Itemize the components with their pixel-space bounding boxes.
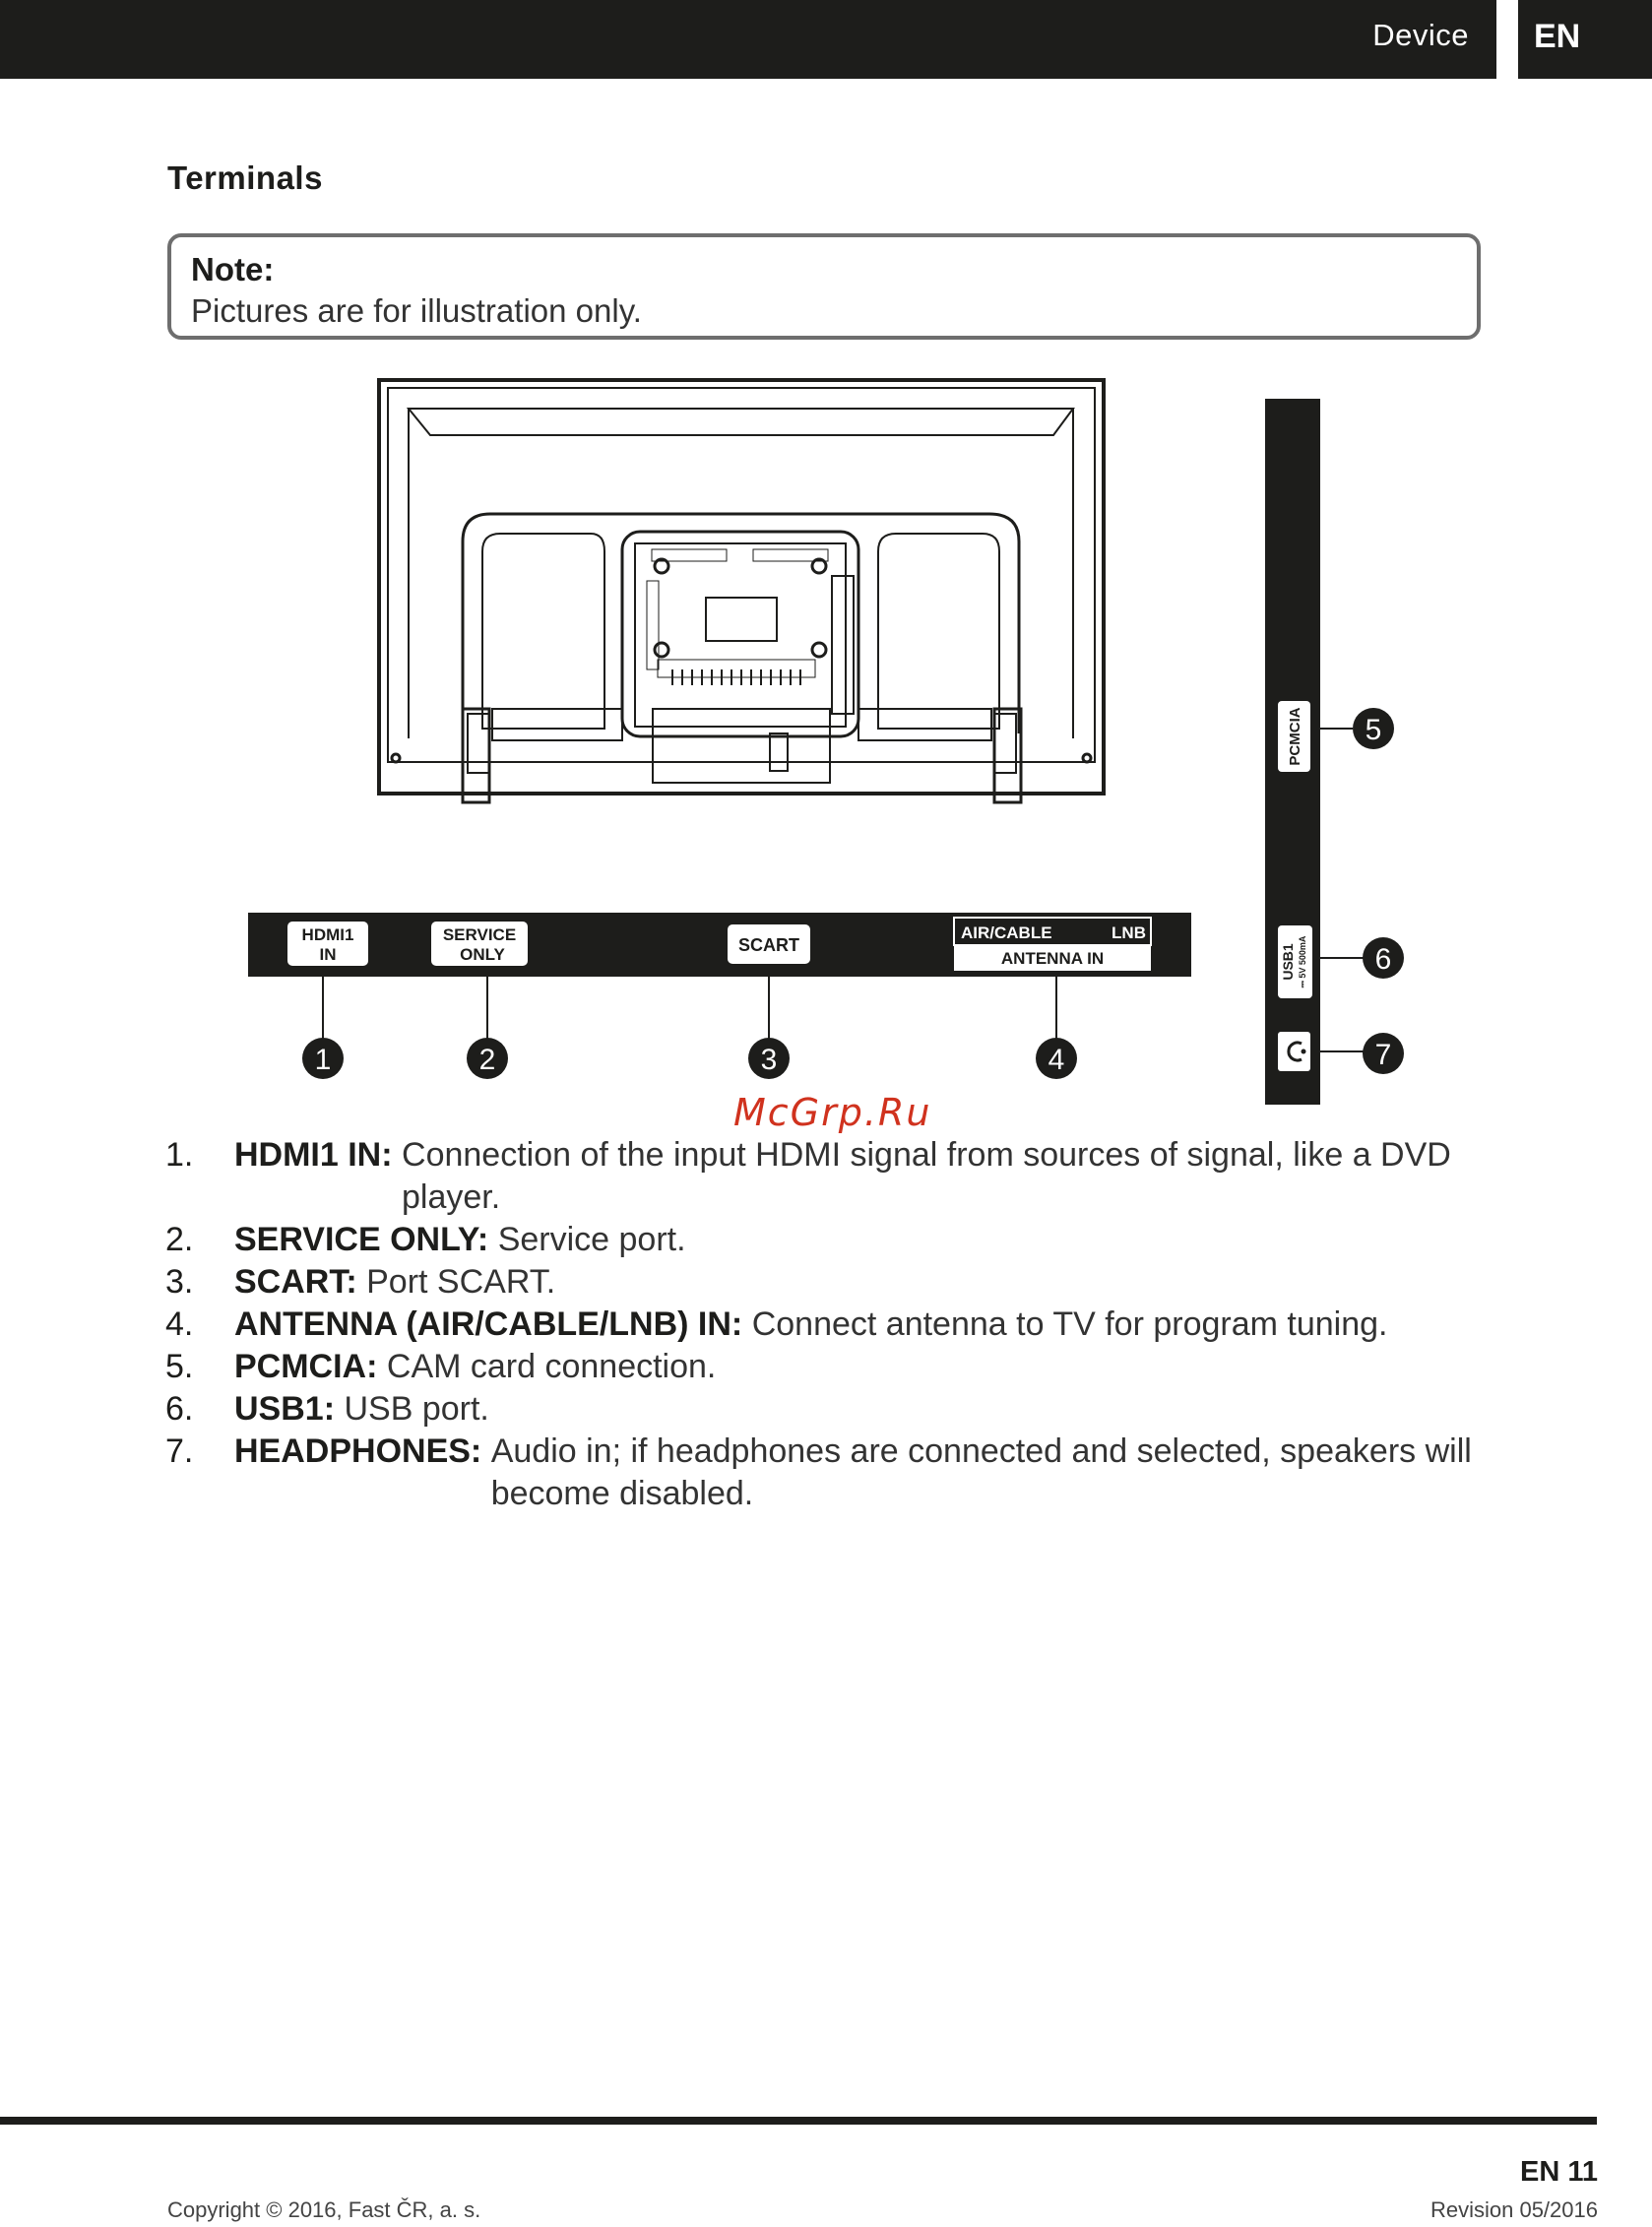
note-box (167, 233, 1481, 340)
svg-text:5: 5 (1365, 714, 1382, 746)
service-label-line1: SERVICE (442, 925, 517, 944)
svg-text:3: 3 (760, 1044, 778, 1076)
antenna-air-cable-label: AIR/CABLE (961, 923, 1052, 942)
item-term: ANTENNA (AIR/CABLE/LNB) IN: (234, 1305, 743, 1343)
scart-label: SCART (738, 935, 799, 955)
list-item (165, 1346, 1485, 1388)
watermark: McGrp.Ru (733, 1091, 932, 1134)
footer-rule (0, 2117, 1597, 2125)
svg-text:1: 1 (314, 1044, 332, 1076)
item-term: SERVICE ONLY: (234, 1221, 489, 1258)
item-number: 2. (165, 1221, 194, 1258)
revision: Revision 05/2016 (1430, 2197, 1598, 2222)
list-item (165, 1261, 1485, 1304)
callout-4 (1036, 1038, 1077, 1079)
callout-6 (1363, 937, 1404, 979)
list-item (165, 1134, 1485, 1219)
item-number: 3. (165, 1263, 194, 1301)
page-number: EN 11 (1520, 2156, 1598, 2188)
item-description: Service port. (497, 1221, 686, 1258)
terminals-list (165, 1134, 1485, 1515)
bottom-leader-lines (323, 964, 1056, 1058)
language-tab (1518, 0, 1652, 79)
item-description: Port SCART. (366, 1263, 556, 1301)
antenna-lnb-label: LNB (1112, 923, 1146, 942)
list-item (165, 1219, 1485, 1261)
list-item (165, 1388, 1485, 1431)
language-code: EN (1534, 18, 1581, 55)
terminals-figure (0, 364, 1652, 1113)
item-term: PCMCIA: (234, 1348, 378, 1385)
service-label-line2: ONLY (460, 945, 505, 964)
item-term: USB1: (234, 1390, 336, 1428)
item-number: 5. (165, 1348, 194, 1385)
callout-5 (1353, 708, 1394, 749)
list-item (165, 1431, 1485, 1515)
callout-1 (302, 1038, 344, 1079)
section-title: Device (1372, 18, 1469, 52)
page-heading: Terminals (167, 159, 323, 196)
callout-3 (748, 1038, 790, 1079)
header-bar (0, 0, 1496, 79)
callout-2 (467, 1038, 508, 1079)
pcmcia-label: PCMCIA (1287, 707, 1303, 766)
hdmi1-label-line1: HDMI1 (301, 925, 354, 944)
copyright: Copyright © 2016, Fast ČR, a. s. (167, 2197, 481, 2222)
svg-text:4: 4 (1048, 1044, 1065, 1076)
callout-7 (1363, 1033, 1404, 1074)
item-term: SCART: (234, 1263, 357, 1301)
antenna-in-label: ANTENNA IN (1000, 949, 1105, 968)
item-description: CAM card connection. (386, 1348, 717, 1385)
item-description: Audio in; if headphones are connected and selected, speakers will become disabled. (490, 1432, 1472, 1512)
usb1-label-line2: ⎓ 5V 500mA (1298, 935, 1307, 988)
item-description: Connection of the input HDMI signal from sources of signal, like a DVD player. (402, 1136, 1451, 1216)
note-title: Note: (191, 251, 275, 287)
note-text: Pictures are for illustration only. (191, 292, 642, 329)
tv-back-illustration (379, 380, 1104, 802)
item-number: 4. (165, 1305, 194, 1343)
svg-text:7: 7 (1374, 1039, 1392, 1071)
svg-text:6: 6 (1374, 943, 1392, 976)
item-term: HEADPHONES: (234, 1432, 482, 1470)
item-description: Connect antenna to TV for program tuning. (751, 1305, 1388, 1343)
hdmi1-label-line2: IN (319, 945, 337, 964)
usb1-label-line1: USB1 (1280, 943, 1296, 981)
item-number: 1. (165, 1136, 194, 1174)
list-item (165, 1304, 1485, 1346)
item-number: 6. (165, 1390, 194, 1428)
svg-text:2: 2 (478, 1044, 496, 1076)
item-number: 7. (165, 1432, 194, 1470)
item-description: USB port. (344, 1390, 489, 1428)
item-term: HDMI1 IN: (234, 1136, 393, 1174)
